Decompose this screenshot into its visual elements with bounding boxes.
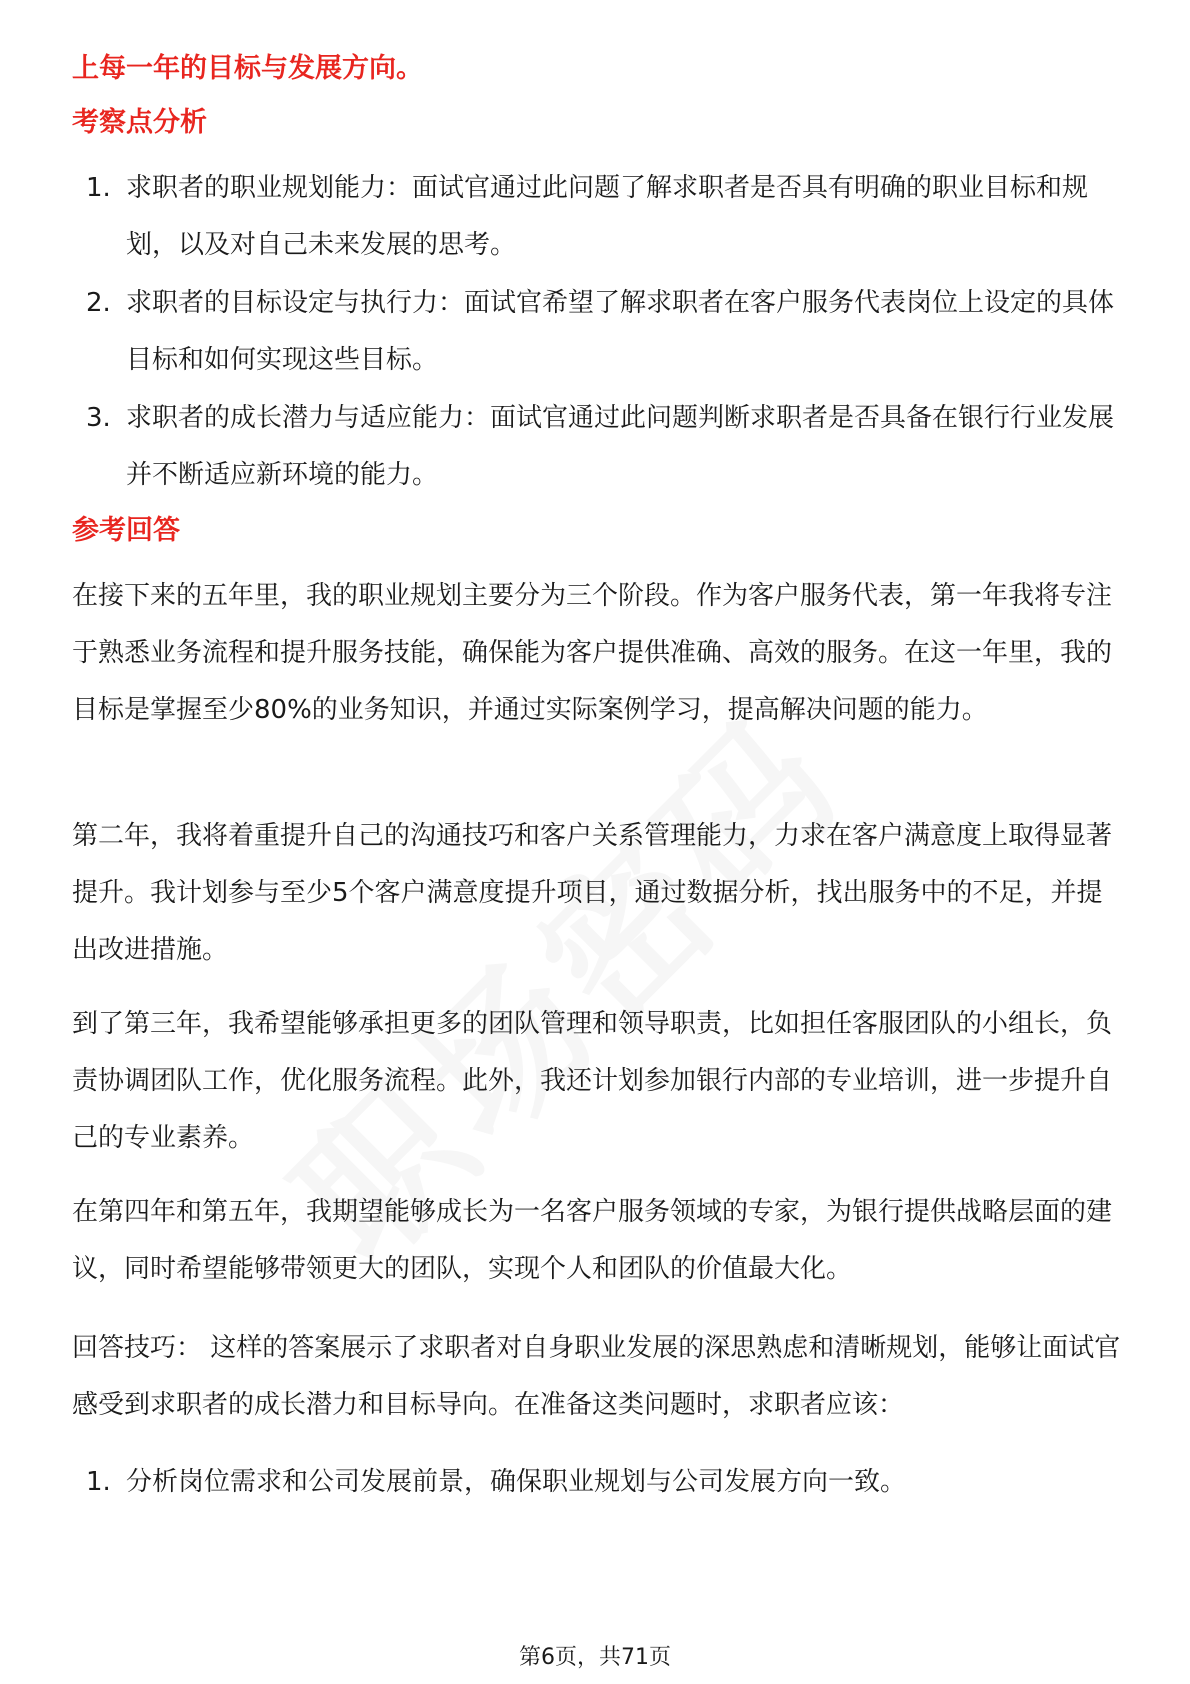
list-text: 求职者的成长潜力与适应能力：面试官通过此问题判断求职者是否具备在银行行业发展并不断适应新环境的能力。 bbox=[126, 403, 1115, 490]
answer-paragraph: 第二年，我将着重提升自己的沟通技巧和客户关系管理能力，力求在客户满意度上取得显著提升。我计划参与至少5个客户满意度提升项目，通过数据分析，找出服务中的不足，并提出改进措施。 bbox=[72, 821, 1113, 965]
page-footer: 第6页，共71页 bbox=[519, 1645, 671, 1670]
list-text: 分析岗位需求和公司发展前景，确保职业规划与公司发展方向一致。 bbox=[126, 1467, 907, 1497]
list-text: 求职者的目标设定与执行力：面试官希望了解求职者在客户服务代表岗位上设定的具体目标和如何实现这些目标。 bbox=[126, 288, 1115, 375]
list-text: 求职者的职业规划能力：面试官通过此问题了解求职者是否具有明确的职业目标和规划，以及对自己未来发展的思考。 bbox=[126, 173, 1089, 260]
list-number: 3. bbox=[86, 403, 111, 433]
answer-paragraph: 在接下来的五年里，我的职业规划主要分为三个阶段。作为客户服务代表，第一年我将专注于熟悉业务流程和提升服务技能，确保能为客户提供准确、高效的服务。在这一年里，我的目标是掌握至少80%的业务知识，并通过实际案例学习，提高解决问题的能力。 bbox=[72, 581, 1113, 725]
analysis-list bbox=[72, 160, 1122, 505]
list-number: 1. bbox=[86, 173, 111, 203]
intro-line: 上每一年的目标与发展方向。 bbox=[72, 53, 423, 84]
list-item bbox=[72, 275, 1122, 389]
list-item bbox=[72, 390, 1122, 504]
tips-paragraph: 回答技巧： 这样的答案展示了求职者对自身职业发展的深思熟虑和清晰规划，能够让面试官感受到求职者的成长潜力和目标导向。在准备这类问题时，求职者应该： bbox=[72, 1333, 1121, 1420]
answer-paragraph: 在第四年和第五年，我期望能够成长为一名客户服务领域的专家，为银行提供战略层面的建议，同时希望能够带领更大的团队，实现个人和团队的价值最大化。 bbox=[72, 1197, 1113, 1284]
list-number: 1. bbox=[86, 1467, 111, 1497]
list-item bbox=[72, 1454, 1122, 1511]
tips-list bbox=[72, 1454, 1122, 1512]
answer-heading: 参考回答 bbox=[72, 515, 180, 546]
list-number: 2. bbox=[86, 288, 111, 318]
list-item bbox=[72, 160, 1122, 274]
analysis-heading: 考察点分析 bbox=[72, 107, 207, 138]
answer-paragraph: 到了第三年，我希望能够承担更多的团队管理和领导职责，比如担任客服团队的小组长，负责协调团队工作，优化服务流程。此外，我还计划参加银行内部的专业培训，进一步提升自己的专业素养。 bbox=[72, 1009, 1113, 1153]
